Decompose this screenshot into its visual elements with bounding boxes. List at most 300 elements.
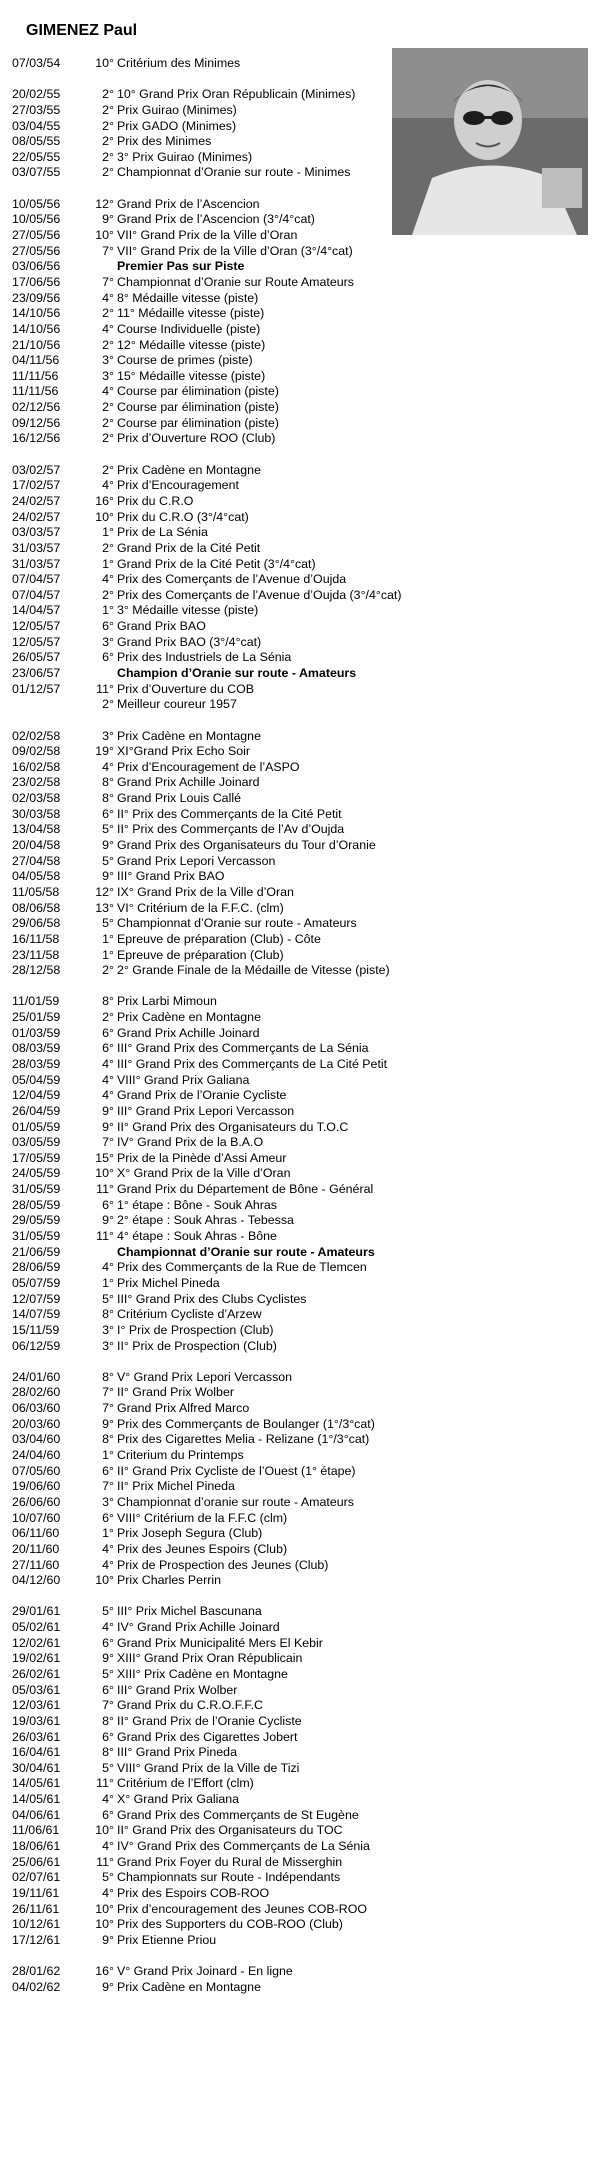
result-row xyxy=(12,635,592,651)
result-row xyxy=(12,1933,592,1949)
result-place: 8° xyxy=(102,1307,114,1322)
result-date: 07/03/54 xyxy=(12,56,61,70)
result-event: Prix Michel Pineda xyxy=(117,1275,220,1290)
result-row xyxy=(12,1964,592,1980)
result-place: 2° xyxy=(102,87,114,102)
result-date: 23/09/56 xyxy=(12,290,61,305)
result-date: 10/05/56 xyxy=(12,196,61,211)
result-event: Prix d’Encouragement de l’ASPO xyxy=(117,759,300,774)
result-date: 04/05/58 xyxy=(12,869,61,884)
result-date: 16/11/58 xyxy=(12,931,60,946)
result-place: 8° xyxy=(102,1432,114,1447)
result-place: 5° xyxy=(102,822,114,837)
result-place: 4° xyxy=(102,1260,114,1275)
result-place: 4° xyxy=(102,1541,114,1556)
result-event: 1° étape : Bône - Souk Ahras xyxy=(117,1197,277,1212)
result-place: 10° xyxy=(95,509,114,524)
result-date: 26/06/60 xyxy=(12,1494,61,1509)
result-row xyxy=(12,1026,592,1042)
result-date: 20/03/60 xyxy=(12,1416,61,1431)
result-event: X° Grand Prix de la Ville d’Oran xyxy=(117,1166,291,1181)
result-place: 5° xyxy=(102,1291,114,1306)
result-event: Course par élimination (piste) xyxy=(117,384,279,399)
result-place: 2° xyxy=(102,540,114,555)
result-event: V° Grand Prix Joinard - En ligne xyxy=(117,1964,293,1979)
result-date: 14/05/61 xyxy=(12,1792,61,1807)
result-place: 1° xyxy=(102,1275,114,1290)
row-spacer xyxy=(12,979,592,995)
result-place: 4° xyxy=(102,572,114,587)
result-place: 2° xyxy=(102,431,114,446)
result-event: Critérium des Minimes xyxy=(117,56,241,70)
result-event: VII° Grand Prix de la Ville d’Oran (3°/4°cat) xyxy=(117,243,353,258)
result-event: Grand Prix de l’Oranie Cycliste xyxy=(117,1088,287,1103)
result-place: 2° xyxy=(102,587,114,602)
result-date: 11/01/59 xyxy=(12,994,60,1009)
result-row xyxy=(12,259,592,275)
result-event: 4° étape : Souk Ahras - Bône xyxy=(117,1229,277,1244)
result-date: 03/03/57 xyxy=(12,525,61,540)
row-spacer xyxy=(12,713,592,729)
result-date: 11/11/56 xyxy=(12,384,59,399)
result-event: Prix des Minimes xyxy=(117,134,212,149)
result-place: 1° xyxy=(102,525,114,540)
result-row xyxy=(12,1088,592,1104)
result-row xyxy=(12,1526,592,1542)
result-date: 28/12/58 xyxy=(12,963,61,978)
result-date: 21/10/56 xyxy=(12,337,61,352)
result-row xyxy=(12,494,592,510)
result-event: Epreuve de préparation (Club) - Côte xyxy=(117,931,321,946)
result-event: Prix des Comerçants de l’Avenue d’Oujda (3°/4°cat) xyxy=(117,587,402,602)
result-place: 7° xyxy=(102,1479,114,1494)
result-event: Prix Charles Perrin xyxy=(117,1573,221,1588)
result-place: 6° xyxy=(102,806,114,821)
result-date: 30/03/58 xyxy=(12,806,61,821)
result-row xyxy=(12,963,592,979)
result-place: 1° xyxy=(102,1448,114,1463)
result-date: 31/03/57 xyxy=(12,540,61,555)
result-row xyxy=(12,291,592,307)
result-date: 24/01/60 xyxy=(12,1369,61,1384)
result-place: 4° xyxy=(102,1620,114,1635)
result-date: 26/04/59 xyxy=(12,1103,61,1118)
result-place: 9° xyxy=(102,869,114,884)
result-place: 5° xyxy=(102,1666,114,1681)
result-date: 28/02/60 xyxy=(12,1385,61,1400)
result-date: 14/10/56 xyxy=(12,321,61,336)
result-row xyxy=(12,697,592,713)
result-place: 9° xyxy=(102,1103,114,1118)
result-date: 11/06/61 xyxy=(12,1823,60,1838)
result-event: IV° Grand Prix Achille Joinard xyxy=(117,1620,280,1635)
result-date: 26/11/61 xyxy=(12,1901,60,1916)
result-event: Grand Prix du Département de Bône - Général xyxy=(117,1182,374,1197)
result-row xyxy=(12,1120,592,1136)
result-row xyxy=(12,1198,592,1214)
result-event: Grand Prix de l’Ascencion (3°/4°cat) xyxy=(117,212,315,227)
result-date: 04/12/60 xyxy=(12,1573,61,1588)
result-date: 28/06/59 xyxy=(12,1260,61,1275)
result-row xyxy=(12,760,592,776)
result-row xyxy=(12,525,592,541)
result-place: 16° xyxy=(95,1964,114,1979)
result-date: 10/12/61 xyxy=(12,1917,61,1932)
row-spacer xyxy=(12,1949,592,1965)
result-date: 24/05/59 xyxy=(12,1166,61,1181)
result-date: 27/03/55 xyxy=(12,102,61,117)
result-row xyxy=(12,1573,592,1589)
result-place: 8° xyxy=(102,994,114,1009)
result-row xyxy=(12,197,592,213)
result-event: II° Prix des Commerçants de la Cité Petit xyxy=(117,806,342,821)
result-row xyxy=(12,244,592,260)
result-place: 11° xyxy=(96,1229,114,1244)
result-place: 10° xyxy=(95,1917,114,1932)
result-date: 24/04/60 xyxy=(12,1448,61,1463)
result-row xyxy=(12,1292,592,1308)
result-row xyxy=(12,1980,592,1996)
result-event: IV° Grand Prix des Commerçants de La Sénia xyxy=(117,1839,370,1854)
result-row xyxy=(12,416,592,432)
result-row xyxy=(12,228,592,244)
result-date: 07/05/60 xyxy=(12,1463,61,1478)
result-row xyxy=(12,838,592,854)
result-event: Prix des Espoirs COB-ROO xyxy=(117,1885,270,1900)
result-event: V° Grand Prix Lepori Vercasson xyxy=(117,1369,293,1384)
result-place: 3° xyxy=(102,634,114,649)
result-row xyxy=(12,1370,592,1386)
result-place: 7° xyxy=(102,274,114,289)
result-place: 6° xyxy=(102,619,114,634)
result-place: 10° xyxy=(95,1823,114,1838)
result-date: 24/02/57 xyxy=(12,509,61,524)
result-row xyxy=(12,932,592,948)
result-date: 01/05/59 xyxy=(12,1119,61,1134)
result-row xyxy=(12,1010,592,1026)
results-list xyxy=(12,56,592,1995)
row-spacer xyxy=(12,447,592,463)
result-date: 23/02/58 xyxy=(12,775,61,790)
result-place: 5° xyxy=(102,1870,114,1885)
result-place: 4° xyxy=(102,759,114,774)
result-row xyxy=(12,1902,592,1918)
result-event: Grand Prix de la Cité Petit xyxy=(117,540,261,555)
result-event: II° Grand Prix des Organisateurs du T.O.C xyxy=(117,1119,349,1134)
result-event: Prix Cadène en Montagne xyxy=(117,1010,261,1025)
result-event: VI° Critérium de la F.F.C. (clm) xyxy=(117,900,284,915)
result-date: 05/07/59 xyxy=(12,1275,61,1290)
result-date: 23/06/57 xyxy=(12,665,61,680)
result-row xyxy=(12,1276,592,1292)
result-event: III° Grand Prix BAO xyxy=(117,869,225,884)
result-event: III° Grand Prix Wolber xyxy=(117,1682,238,1697)
result-row xyxy=(12,56,592,72)
result-event: Grand Prix de l’Ascencion xyxy=(117,196,260,211)
result-event: Grand Prix des Commerçants de St Eugène xyxy=(117,1807,359,1822)
result-place: 6° xyxy=(102,1510,114,1525)
result-date: 29/06/58 xyxy=(12,916,61,931)
result-row xyxy=(12,854,592,870)
result-date: 23/11/58 xyxy=(12,947,60,962)
result-place: 3° xyxy=(102,368,114,383)
result-date: 04/02/62 xyxy=(12,1979,61,1994)
result-place: 11° xyxy=(96,1854,114,1869)
result-event: Prix de la Pinède d’Assi Ameur xyxy=(117,1150,287,1165)
result-place: 2° xyxy=(102,118,114,133)
result-row xyxy=(12,212,592,228)
result-event: Course de primes (piste) xyxy=(117,353,253,368)
result-event: XIII° Grand Prix Oran Républicain xyxy=(117,1651,303,1666)
result-date: 14/04/57 xyxy=(12,603,61,618)
result-date: 28/01/62 xyxy=(12,1964,61,1979)
result-place: 9° xyxy=(102,1651,114,1666)
result-row xyxy=(12,1479,592,1495)
result-place: 7° xyxy=(102,243,114,258)
result-row xyxy=(12,807,592,823)
result-event: Prix des Cigarettes Melia - Relizane (1°/3°cat) xyxy=(117,1432,370,1447)
result-row xyxy=(12,1730,592,1746)
result-date: 04/06/61 xyxy=(12,1807,61,1822)
result-date: 06/03/60 xyxy=(12,1401,61,1416)
result-place: 4° xyxy=(102,1885,114,1900)
result-place: 2° xyxy=(102,462,114,477)
result-date: 19/06/60 xyxy=(12,1479,61,1494)
result-row xyxy=(12,822,592,838)
result-place: 9° xyxy=(102,838,114,853)
result-row xyxy=(12,1307,592,1323)
result-event: Championnat d’Oranie sur Route Amateurs xyxy=(117,274,354,289)
result-date: 12/02/61 xyxy=(12,1635,61,1650)
result-place: 3° xyxy=(102,1322,114,1337)
result-row xyxy=(12,1761,592,1777)
result-event: Grand Prix Achille Joinard xyxy=(117,1025,260,1040)
result-date: 03/07/55 xyxy=(12,165,61,180)
result-date: 05/02/61 xyxy=(12,1620,61,1635)
result-row xyxy=(12,1417,592,1433)
result-row xyxy=(12,1808,592,1824)
result-event: Prix du C.R.O (3°/4°cat) xyxy=(117,509,249,524)
result-row xyxy=(12,1432,592,1448)
result-place: 9° xyxy=(102,1932,114,1947)
result-row xyxy=(12,666,592,682)
result-row xyxy=(12,463,592,479)
result-event: Meilleur coureur 1957 xyxy=(117,697,237,712)
result-date: 27/05/56 xyxy=(12,228,61,243)
result-place: 6° xyxy=(102,1807,114,1822)
result-date: 12/03/61 xyxy=(12,1698,61,1713)
result-event: 12° Médaille vitesse (piste) xyxy=(117,337,266,352)
result-place: 6° xyxy=(102,1025,114,1040)
result-date: 08/03/59 xyxy=(12,1041,61,1056)
result-place: 6° xyxy=(102,1463,114,1478)
result-row xyxy=(12,1542,592,1558)
result-event: IX° Grand Prix de la Ville d’Oran xyxy=(117,884,294,899)
result-event: Prix d’Ouverture ROO (Club) xyxy=(117,431,276,446)
result-event: Grand Prix BAO xyxy=(117,619,206,634)
result-row xyxy=(12,682,592,698)
result-row xyxy=(12,1745,592,1761)
result-place: 3° xyxy=(102,1494,114,1509)
result-place: 16° xyxy=(95,493,114,508)
result-event: Prix Cadène en Montagne xyxy=(117,1979,261,1994)
result-place: 4° xyxy=(102,1072,114,1087)
result-row xyxy=(12,1870,592,1886)
result-row xyxy=(12,588,592,604)
result-event: Grand Prix des Cigarettes Jobert xyxy=(117,1729,298,1744)
result-date: 27/04/58 xyxy=(12,853,61,868)
result-place: 10° xyxy=(95,1166,114,1181)
result-event: III° Grand Prix Pineda xyxy=(117,1745,237,1760)
result-event: Grand Prix BAO (3°/4°cat) xyxy=(117,634,262,649)
result-date: 11/11/56 xyxy=(12,368,59,383)
result-row xyxy=(12,1667,592,1683)
result-place: 4° xyxy=(102,321,114,336)
result-row xyxy=(12,322,592,338)
result-date: 08/05/55 xyxy=(12,134,61,149)
result-date: 09/12/56 xyxy=(12,415,61,430)
result-place: 11° xyxy=(96,1182,114,1197)
result-event: XI°Grand Prix Echo Soir xyxy=(117,744,251,759)
result-event: I° Prix de Prospection (Club) xyxy=(117,1322,274,1337)
result-event: II° Grand Prix Cycliste de l’Ouest (1° étape) xyxy=(117,1463,356,1478)
result-place: 2° xyxy=(102,1010,114,1025)
result-event: Prix des Industriels de La Sénia xyxy=(117,650,292,665)
result-place: 1° xyxy=(102,1526,114,1541)
result-row xyxy=(12,306,592,322)
result-row xyxy=(12,165,592,181)
result-event: Prix Etienne Priou xyxy=(117,1932,217,1947)
result-event: Prix Cadène en Montagne xyxy=(117,462,261,477)
result-place: 4° xyxy=(102,1057,114,1071)
result-row xyxy=(12,119,592,135)
result-event: III° Prix Michel Bascunana xyxy=(117,1604,262,1619)
result-date: 10/05/56 xyxy=(12,212,61,227)
result-event: Grand Prix Municipalité Mers El Kebir xyxy=(117,1635,323,1650)
result-date: 19/11/61 xyxy=(12,1885,60,1900)
result-date: 27/11/60 xyxy=(12,1557,60,1572)
row-spacer xyxy=(12,1589,592,1605)
result-row xyxy=(12,557,592,573)
result-date: 11/05/58 xyxy=(12,884,60,899)
result-row xyxy=(12,1604,592,1620)
result-date: 03/04/60 xyxy=(12,1432,61,1447)
result-event: 2° Grande Finale de la Médaille de Vitesse (piste) xyxy=(117,963,390,978)
result-row xyxy=(12,603,592,619)
result-row xyxy=(12,1339,592,1355)
result-date: 26/02/61 xyxy=(12,1666,61,1681)
result-place: 8° xyxy=(102,775,114,790)
result-place: 2° xyxy=(102,306,114,321)
result-date: 02/07/61 xyxy=(12,1870,61,1885)
result-row xyxy=(12,478,592,494)
result-row xyxy=(12,384,592,400)
result-date: 30/04/61 xyxy=(12,1760,61,1775)
result-date: 15/11/59 xyxy=(12,1322,60,1337)
result-event: VIII° Grand Prix Galiana xyxy=(117,1072,250,1087)
result-date: 27/05/56 xyxy=(12,243,61,258)
result-row xyxy=(12,1260,592,1276)
result-date: 31/05/59 xyxy=(12,1229,61,1244)
result-place: 1° xyxy=(102,931,114,946)
result-date: 20/04/58 xyxy=(12,838,61,853)
result-place: 2° xyxy=(102,697,114,712)
result-event: X° Grand Prix Galiana xyxy=(117,1792,240,1807)
result-event: III° Grand Prix Lepori Vercasson xyxy=(117,1103,295,1118)
result-date: 29/05/59 xyxy=(12,1213,61,1228)
result-event: Prix des Comerçants de l’Avenue d’Oujda xyxy=(117,572,347,587)
result-row xyxy=(12,1182,592,1198)
result-event: II° Grand Prix de l’Oranie Cycliste xyxy=(117,1713,302,1728)
result-place: 6° xyxy=(102,1635,114,1650)
result-event: Prix de La Sénia xyxy=(117,525,208,540)
result-row xyxy=(12,885,592,901)
result-event: Champion d’Oranie sur route - Amateurs xyxy=(117,665,357,680)
row-spacer xyxy=(12,1354,592,1370)
result-place: 7° xyxy=(102,1135,114,1150)
result-row xyxy=(12,1245,592,1261)
result-place: 2° xyxy=(102,149,114,164)
result-date: 12/04/59 xyxy=(12,1088,61,1103)
result-row xyxy=(12,1636,592,1652)
result-row xyxy=(12,510,592,526)
result-date: 06/12/59 xyxy=(12,1338,61,1353)
result-date: 09/02/58 xyxy=(12,744,61,759)
result-date: 25/01/59 xyxy=(12,1010,61,1025)
result-date: 08/06/58 xyxy=(12,900,61,915)
result-date: 21/06/59 xyxy=(12,1244,61,1259)
result-date: 07/04/57 xyxy=(12,572,61,587)
result-place: 9° xyxy=(102,1213,114,1228)
result-event: Championnats sur Route - Indépendants xyxy=(117,1870,341,1885)
row-spacer xyxy=(12,72,592,88)
result-place: 4° xyxy=(102,290,114,305)
result-place: 7° xyxy=(102,1385,114,1400)
result-event: Grand Prix Foyer du Rural de Misserghin xyxy=(117,1854,343,1869)
result-event: Grand Prix Achille Joinard xyxy=(117,775,260,790)
result-event: Championnat d’Oranie sur route - Amateurs xyxy=(117,1244,375,1259)
result-event: 10° Grand Prix Oran Républicain (Minimes) xyxy=(117,87,356,102)
result-row xyxy=(12,369,592,385)
result-date: 14/05/61 xyxy=(12,1776,61,1791)
result-date: 03/02/57 xyxy=(12,462,61,477)
result-row xyxy=(12,338,592,354)
result-row xyxy=(12,1385,592,1401)
result-event: Prix de Prospection des Jeunes (Club) xyxy=(117,1557,329,1572)
result-place: 2° xyxy=(102,963,114,978)
result-place: 4° xyxy=(102,1792,114,1807)
result-place: 3° xyxy=(102,353,114,368)
result-place: 6° xyxy=(102,1729,114,1744)
result-place: 5° xyxy=(102,1760,114,1775)
result-date: 02/02/58 xyxy=(12,728,61,743)
result-place: 3° xyxy=(102,728,114,743)
result-date: 01/12/57 xyxy=(12,681,61,696)
result-date: 05/04/59 xyxy=(12,1072,61,1087)
result-event: II° Prix de Prospection (Club) xyxy=(117,1338,277,1353)
result-row xyxy=(12,431,592,447)
result-place: 2° xyxy=(102,102,114,117)
result-date: 22/05/55 xyxy=(12,149,61,164)
result-event: 3° Médaille vitesse (piste) xyxy=(117,603,259,618)
result-event: Prix d’Ouverture du COB xyxy=(117,681,255,696)
result-event: Premier Pas sur Piste xyxy=(117,259,245,274)
result-date: 12/07/59 xyxy=(12,1291,61,1306)
result-row xyxy=(12,1886,592,1902)
result-row xyxy=(12,901,592,917)
result-date: 17/05/59 xyxy=(12,1150,61,1165)
result-row xyxy=(12,994,592,1010)
